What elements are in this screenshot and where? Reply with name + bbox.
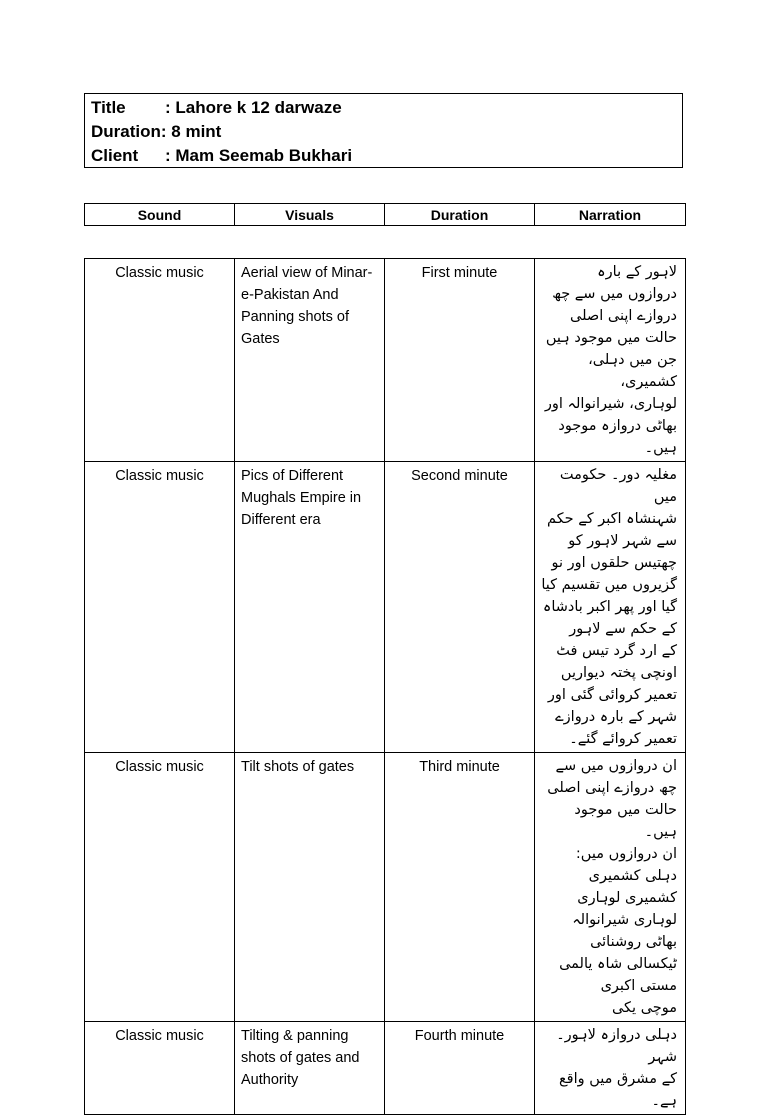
narration-cell: ان دروازوں میں سے چھ دروازے اپنی اصلی حالت میں موجود ہیں۔ ان دروازوں میں: دہلی کشمیری کشمیری لوہاری لوہاری شیرانوالہ بھاٹی روشنائی ٹیکسالی شاہ یالمی مستی اکبری موچی یکی: [535, 753, 686, 1022]
duration-line: [91, 120, 676, 144]
client-label: Client: [91, 146, 139, 165]
table-row: [85, 753, 686, 1022]
sound-cell: Classic music: [85, 753, 235, 1022]
title-line: [91, 96, 676, 120]
duration-cell: Second minute: [385, 462, 535, 753]
script-info-box: [84, 93, 683, 168]
table-row: [85, 462, 686, 753]
duration-cell: Third minute: [385, 753, 535, 1022]
script-table: [84, 258, 686, 1115]
narration-cell: لاہور کے بارہ دروازوں میں سے چھ دروازے اپنی اصلی حالت میں موجود ہیں جن میں دہلی، کشمیری، لوہاری، شیرانوالہ اور بھاٹی دروازہ موجود ہیں۔: [535, 259, 686, 462]
sound-cell: Classic music: [85, 462, 235, 753]
narration-cell: مغلیہ دور۔ حکومت میں شہنشاہ اکبر کے حکم سے شہر لاہور کو چھتیس حلقوں اور نو گزیروں میں تقسیم کیا گیا اور پھر اکبر بادشاہ کے حکم سے لاہور کے ارد گرد تیس فٹ اونچی پختہ دیواریں تعمیر کروائی گئی اور شہر کے بارہ دروازے تعمیر کروائے گئے۔: [535, 462, 686, 753]
duration-label: Duration:: [91, 122, 167, 141]
column-header-sound: Sound: [85, 204, 235, 226]
narration-cell: دہلی دروازہ لاہور۔ شہر کے مشرق میں واقع ہے۔: [535, 1022, 686, 1115]
sound-cell: Classic music: [85, 259, 235, 462]
duration-value: 8 mint: [171, 122, 222, 141]
column-header-narration: Narration: [535, 204, 686, 226]
visuals-cell: Tilting & panning shots of gates and Authority: [235, 1022, 385, 1115]
table-row: [85, 1022, 686, 1115]
visuals-cell: Tilt shots of gates: [235, 753, 385, 1022]
table-row: [85, 259, 686, 462]
duration-cell: Fourth minute: [385, 1022, 535, 1115]
column-header-duration: Duration: [385, 204, 535, 226]
title-value: : Lahore k 12 darwaze: [165, 98, 342, 117]
client-value: : Mam Seemab Bukhari: [165, 146, 353, 165]
visuals-cell: Aerial view of Minar-e-Pakistan And Panning shots of Gates: [235, 259, 385, 462]
duration-cell: First minute: [385, 259, 535, 462]
title-label: Title: [91, 98, 126, 117]
client-line: [91, 144, 676, 168]
column-header-visuals: Visuals: [235, 204, 385, 226]
column-header-row: [85, 204, 686, 226]
sound-cell: Classic music: [85, 1022, 235, 1115]
visuals-cell: Pics of Different Mughals Empire in Different era: [235, 462, 385, 753]
column-header-table: [84, 203, 686, 226]
